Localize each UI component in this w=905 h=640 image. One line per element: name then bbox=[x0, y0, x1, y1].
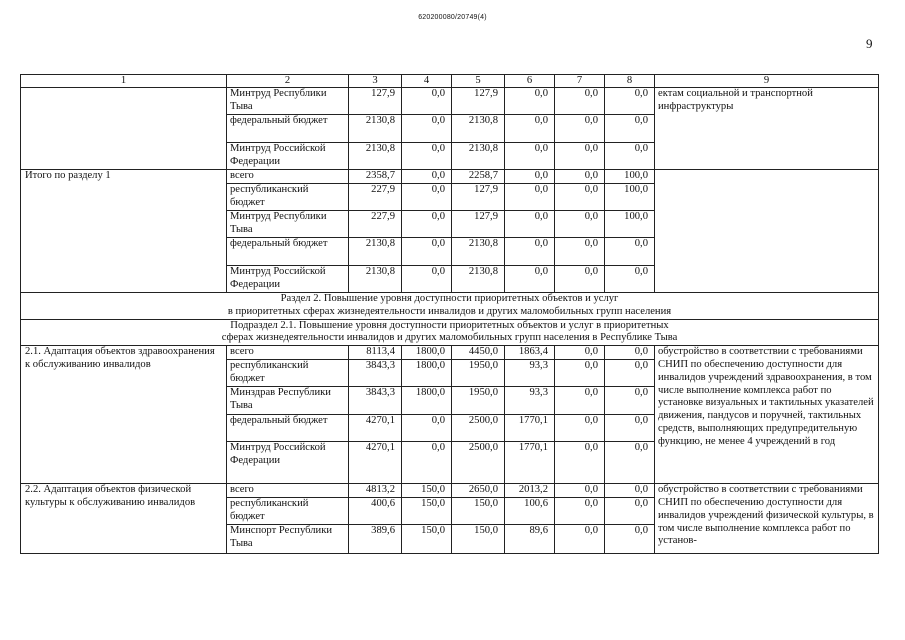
value-cell: 4270,1 bbox=[349, 415, 402, 442]
funding-source: всего bbox=[227, 484, 349, 498]
column-header-row bbox=[21, 75, 879, 88]
table-row bbox=[21, 346, 879, 360]
subsection-2-1-heading-line: сферах жизнедеятельности инвалидов и других маломобильных групп населения в Республике Тыва bbox=[221, 332, 678, 344]
value-cell: 0,0 bbox=[555, 484, 605, 498]
value-cell: 127,9 bbox=[452, 211, 505, 238]
value-cell: 0,0 bbox=[402, 238, 452, 266]
value-cell: 0,0 bbox=[555, 211, 605, 238]
value-cell: 0,0 bbox=[402, 211, 452, 238]
value-cell: 1770,1 bbox=[505, 415, 555, 442]
budget-table bbox=[20, 74, 879, 554]
value-cell: 1863,4 bbox=[505, 346, 555, 360]
value-cell: 3843,3 bbox=[349, 360, 402, 387]
value-cell: 0,0 bbox=[605, 346, 655, 360]
column-header: 4 bbox=[402, 75, 452, 88]
value-cell: 0,0 bbox=[605, 498, 655, 525]
funding-source: Минтруд Российской Федерации bbox=[227, 143, 349, 170]
funding-source: Минтруд Республики Тыва bbox=[227, 211, 349, 238]
value-cell: 0,0 bbox=[505, 170, 555, 184]
column-header: 2 bbox=[227, 75, 349, 88]
funding-source: Минздрав Республики Тыва bbox=[227, 387, 349, 415]
column-header: 7 bbox=[555, 75, 605, 88]
funding-source: Минтруд Российской Федерации bbox=[227, 266, 349, 293]
value-cell: 2130,8 bbox=[452, 238, 505, 266]
value-cell: 0,0 bbox=[402, 266, 452, 293]
table-row bbox=[21, 170, 879, 184]
value-cell: 1950,0 bbox=[452, 360, 505, 387]
value-cell: 0,0 bbox=[505, 143, 555, 170]
value-cell: 0,0 bbox=[505, 88, 555, 115]
document-code: 620200080/20749(4) bbox=[418, 14, 487, 21]
funding-source: Минтруд Российской Федерации bbox=[227, 442, 349, 484]
value-cell: 4450,0 bbox=[452, 346, 505, 360]
value-cell: 150,0 bbox=[452, 498, 505, 525]
funding-source: федеральный бюджет bbox=[227, 238, 349, 266]
value-cell: 0,0 bbox=[605, 415, 655, 442]
subsection-2-1-heading-cell bbox=[21, 319, 879, 346]
value-cell: 2130,8 bbox=[452, 115, 505, 143]
row-label: 2.1. Адаптация объектов здравоохранения к обслуживанию инвалидов bbox=[21, 346, 227, 484]
value-cell: 0,0 bbox=[605, 238, 655, 266]
value-cell: 2013,2 bbox=[505, 484, 555, 498]
value-cell: 4813,2 bbox=[349, 484, 402, 498]
funding-source: республиканский бюджет bbox=[227, 184, 349, 211]
funding-source: федеральный бюджет bbox=[227, 115, 349, 143]
value-cell: 0,0 bbox=[605, 88, 655, 115]
value-cell: 0,0 bbox=[505, 238, 555, 266]
value-cell: 0,0 bbox=[605, 525, 655, 554]
value-cell: 0,0 bbox=[505, 211, 555, 238]
value-cell: 100,0 bbox=[605, 170, 655, 184]
value-cell: 0,0 bbox=[555, 346, 605, 360]
row-label: Итого по разделу 1 bbox=[21, 170, 227, 293]
value-cell: 1800,0 bbox=[402, 346, 452, 360]
column-header: 1 bbox=[21, 75, 227, 88]
value-cell: 0,0 bbox=[555, 525, 605, 554]
column-header: 6 bbox=[505, 75, 555, 88]
value-cell: 100,0 bbox=[605, 184, 655, 211]
column-header: 3 bbox=[349, 75, 402, 88]
value-cell: 93,3 bbox=[505, 387, 555, 415]
value-cell: 0,0 bbox=[555, 170, 605, 184]
section-2-heading-line: в приоритетных сферах жизнедеятельности инвалидов и других маломобильных групп населения bbox=[227, 305, 672, 317]
value-cell: 1800,0 bbox=[402, 387, 452, 415]
value-cell: 2130,8 bbox=[452, 266, 505, 293]
value-cell: 2650,0 bbox=[452, 484, 505, 498]
notes-cell bbox=[655, 170, 879, 293]
section-2-heading-cell bbox=[21, 293, 879, 320]
funding-source: республиканский бюджет bbox=[227, 360, 349, 387]
value-cell: 150,0 bbox=[402, 525, 452, 554]
value-cell: 2258,7 bbox=[452, 170, 505, 184]
value-cell: 0,0 bbox=[555, 266, 605, 293]
value-cell: 0,0 bbox=[555, 143, 605, 170]
value-cell: 2130,8 bbox=[349, 266, 402, 293]
value-cell: 100,0 bbox=[605, 211, 655, 238]
value-cell: 8113,4 bbox=[349, 346, 402, 360]
value-cell: 0,0 bbox=[505, 266, 555, 293]
value-cell: 0,0 bbox=[505, 115, 555, 143]
notes-cell: обустройство в соответствии с требованиями СНИП по обеспечению доступности для инвалидов учреждений физической культуры, в том числе выполнение комплекса работ по установ- bbox=[655, 484, 879, 554]
table-row bbox=[21, 88, 879, 115]
value-cell: 0,0 bbox=[555, 184, 605, 211]
value-cell: 127,9 bbox=[452, 184, 505, 211]
value-cell: 0,0 bbox=[402, 115, 452, 143]
column-header: 9 bbox=[655, 75, 879, 88]
funding-source: всего bbox=[227, 170, 349, 184]
subsection-2-1-heading-line: Подраздел 2.1. Повышение уровня доступности приоритетных объектов и услуг в приоритетных bbox=[230, 319, 669, 331]
value-cell: 0,0 bbox=[402, 442, 452, 484]
value-cell: 0,0 bbox=[555, 360, 605, 387]
value-cell: 93,3 bbox=[505, 360, 555, 387]
subsection-2-1-heading bbox=[21, 319, 879, 346]
value-cell: 0,0 bbox=[402, 184, 452, 211]
value-cell: 0,0 bbox=[555, 387, 605, 415]
table-row bbox=[21, 484, 879, 498]
value-cell: 227,9 bbox=[349, 211, 402, 238]
value-cell: 2358,7 bbox=[349, 170, 402, 184]
value-cell: 0,0 bbox=[605, 360, 655, 387]
value-cell: 2130,8 bbox=[349, 143, 402, 170]
value-cell: 0,0 bbox=[402, 88, 452, 115]
value-cell: 389,6 bbox=[349, 525, 402, 554]
funding-source: всего bbox=[227, 346, 349, 360]
value-cell: 0,0 bbox=[605, 442, 655, 484]
value-cell: 2500,0 bbox=[452, 442, 505, 484]
column-header: 5 bbox=[452, 75, 505, 88]
value-cell: 127,9 bbox=[349, 88, 402, 115]
value-cell: 1770,1 bbox=[505, 442, 555, 484]
value-cell: 0,0 bbox=[555, 498, 605, 525]
value-cell: 0,0 bbox=[555, 88, 605, 115]
funding-source: федеральный бюджет bbox=[227, 415, 349, 442]
funding-source: Минтруд Республики Тыва bbox=[227, 88, 349, 115]
section-2-heading-line: Раздел 2. Повышение уровня доступности приоритетных объектов и услуг bbox=[280, 293, 619, 304]
funding-source: Минспорт Республики Тыва bbox=[227, 525, 349, 554]
value-cell: 0,0 bbox=[555, 115, 605, 143]
value-cell: 0,0 bbox=[555, 442, 605, 484]
notes-cell: обустройство в соответствии с требованиями СНИП по обеспечению доступности для инвалидов учреждений здравоохранения, в том числе выполнение комплекса работ по установке визуальных и тактильных указателей движения, пандусов и поручней, тактильных средств, выполняющих предупредительную функцию, не менее 4 учреждений в год bbox=[655, 346, 879, 484]
value-cell: 0,0 bbox=[605, 266, 655, 293]
value-cell: 1950,0 bbox=[452, 387, 505, 415]
value-cell: 100,6 bbox=[505, 498, 555, 525]
funding-source: республиканский бюджет bbox=[227, 498, 349, 525]
value-cell: 2130,8 bbox=[452, 143, 505, 170]
value-cell: 0,0 bbox=[402, 415, 452, 442]
row-label bbox=[21, 88, 227, 170]
value-cell: 227,9 bbox=[349, 184, 402, 211]
value-cell: 0,0 bbox=[402, 143, 452, 170]
notes-cell: ектам социальной и транспортной инфраструктуры bbox=[655, 88, 879, 170]
value-cell: 0,0 bbox=[555, 415, 605, 442]
value-cell: 89,6 bbox=[505, 525, 555, 554]
value-cell: 2500,0 bbox=[452, 415, 505, 442]
column-header: 8 bbox=[605, 75, 655, 88]
value-cell: 150,0 bbox=[402, 498, 452, 525]
section-2-heading bbox=[21, 293, 879, 320]
value-cell: 0,0 bbox=[505, 184, 555, 211]
value-cell: 150,0 bbox=[452, 525, 505, 554]
value-cell: 400,6 bbox=[349, 498, 402, 525]
value-cell: 150,0 bbox=[402, 484, 452, 498]
value-cell: 1800,0 bbox=[402, 360, 452, 387]
value-cell: 2130,8 bbox=[349, 238, 402, 266]
value-cell: 0,0 bbox=[605, 387, 655, 415]
value-cell: 0,0 bbox=[402, 170, 452, 184]
value-cell: 0,0 bbox=[555, 238, 605, 266]
page-number: 9 bbox=[866, 36, 873, 51]
value-cell: 127,9 bbox=[452, 88, 505, 115]
value-cell: 2130,8 bbox=[349, 115, 402, 143]
value-cell: 0,0 bbox=[605, 115, 655, 143]
value-cell: 0,0 bbox=[605, 484, 655, 498]
row-label: 2.2. Адаптация объектов физической культуры к обслуживанию инвалидов bbox=[21, 484, 227, 554]
value-cell: 3843,3 bbox=[349, 387, 402, 415]
value-cell: 4270,1 bbox=[349, 442, 402, 484]
value-cell: 0,0 bbox=[605, 143, 655, 170]
